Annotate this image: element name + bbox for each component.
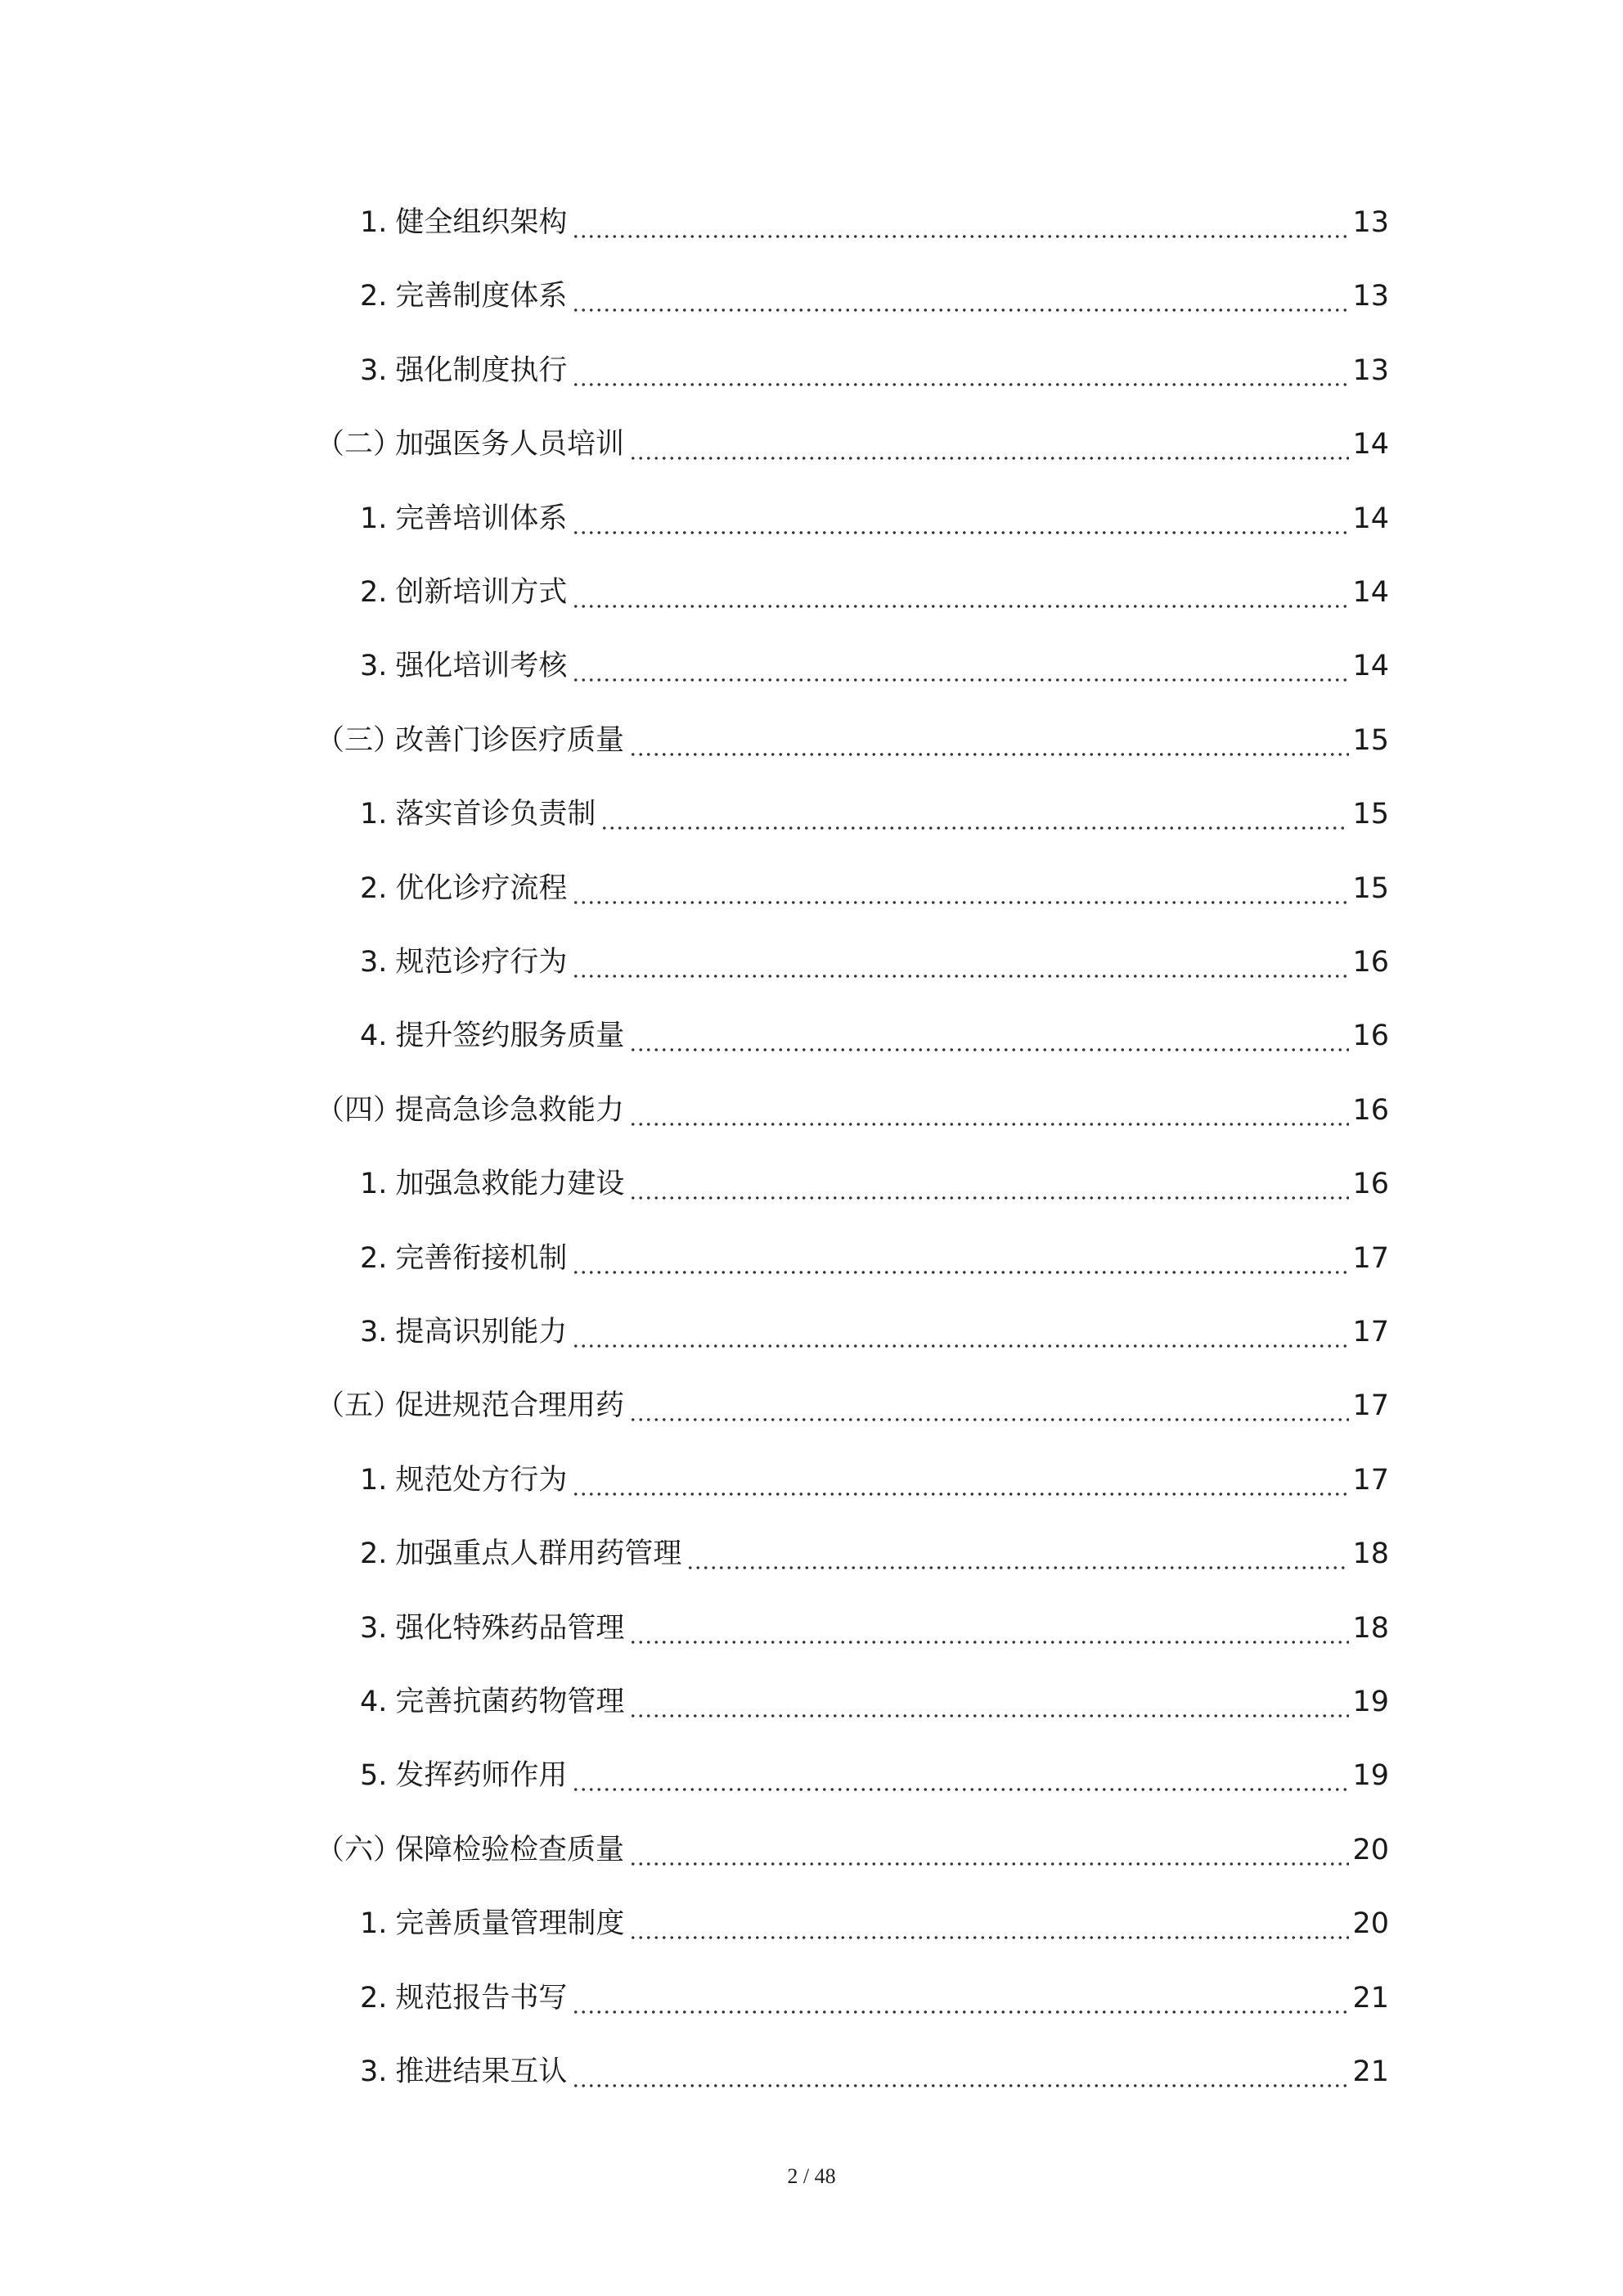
toc-entry-label	[360, 2047, 572, 2096]
toc-page-number: 17	[1352, 1463, 1389, 1497]
toc-entry-number: 2.	[360, 1537, 388, 1571]
toc-entry-title: 加强急救能力建设	[395, 1168, 625, 1201]
toc-dot-leader	[572, 876, 1349, 905]
toc-entry-label	[360, 568, 572, 617]
toc-subsection-entry[interactable]	[360, 1677, 1389, 1727]
toc-subsection-entry[interactable]	[360, 2047, 1389, 2096]
toc-entry-number: （六）	[316, 1833, 402, 1866]
toc-entry-number: 1.	[360, 206, 388, 239]
toc-subsection-entry[interactable]	[360, 1011, 1389, 1060]
toc-entry-label	[360, 1456, 572, 1505]
toc-dot-leader	[629, 1689, 1349, 1718]
toc-dot-leader	[572, 1245, 1349, 1275]
toc-page-number: 19	[1352, 1686, 1389, 1718]
toc-section-entry[interactable]	[316, 1086, 1389, 1135]
toc-entry-title: 促进规范合理用药	[395, 1389, 625, 1423]
page-number-footer: 2 / 48	[787, 2164, 836, 2188]
toc-entry-label	[360, 272, 572, 321]
toc-subsection-entry[interactable]	[360, 198, 1389, 247]
toc-subsection-entry[interactable]	[360, 346, 1389, 395]
toc-subsection-entry[interactable]	[360, 494, 1389, 543]
toc-dot-leader	[629, 1911, 1349, 1940]
toc-entry-number: （四）	[316, 1093, 402, 1127]
toc-dot-leader	[572, 949, 1349, 979]
toc-entry-label	[360, 1974, 572, 2023]
toc-page-number: 16	[1352, 1020, 1389, 1053]
toc-entry-number: 3.	[360, 1316, 388, 1348]
toc-subsection-entry[interactable]	[360, 1308, 1389, 1357]
toc-entry-title: 优化诊疗流程	[395, 871, 568, 905]
toc-entry-title: 提高急诊急救能力	[395, 1093, 625, 1127]
toc-page-number: 16	[1352, 1168, 1389, 1201]
toc-dot-leader	[629, 1171, 1349, 1200]
toc-subsection-entry[interactable]	[360, 864, 1389, 913]
toc-section-entry[interactable]	[316, 1381, 1389, 1430]
toc-page-number: 18	[1352, 1611, 1389, 1645]
toc-subsection-entry[interactable]	[360, 1456, 1389, 1505]
toc-subsection-entry[interactable]	[360, 568, 1389, 617]
toc-entry-number: 1.	[360, 1463, 388, 1497]
toc-entry-number: 4.	[360, 1020, 388, 1053]
toc-entry-title: 推进结果互认	[395, 2055, 568, 2088]
toc-dot-leader	[629, 1837, 1349, 1866]
toc-entry-title: 加强重点人群用药管理	[395, 1537, 682, 1571]
toc-subsection-entry[interactable]	[360, 938, 1389, 987]
toc-dot-leader	[600, 801, 1349, 831]
toc-page-number: 14	[1352, 576, 1389, 609]
toc-entry-number: 3.	[360, 946, 388, 979]
toc-page-number: 19	[1352, 1759, 1389, 1793]
toc-entry-number: （二）	[316, 428, 402, 461]
toc-entry-number: 3.	[360, 650, 388, 683]
toc-entry-number: 2.	[360, 871, 388, 905]
toc-page-number: 13	[1352, 280, 1389, 313]
toc-section-entry[interactable]	[316, 1826, 1389, 1875]
toc-entry-number: 2.	[360, 280, 388, 313]
toc-entry-title: 强化特殊药品管理	[395, 1611, 625, 1645]
toc-entry-title: 提高识别能力	[395, 1316, 568, 1348]
toc-dot-leader	[572, 506, 1349, 535]
toc-entry-title: 加强医务人员培训	[395, 428, 625, 461]
toc-dot-leader	[572, 358, 1349, 387]
toc-dot-leader	[572, 1985, 1349, 2015]
toc-entry-title: 强化制度执行	[395, 353, 568, 387]
toc-entry-title: 提升签约服务质量	[395, 1020, 625, 1053]
toc-page-number: 16	[1352, 1093, 1389, 1127]
toc-entry-title: 完善制度体系	[395, 280, 568, 313]
toc-entry-number: （三）	[316, 723, 402, 757]
toc-entry-label	[360, 1899, 629, 1948]
toc-page-number: 21	[1352, 1981, 1389, 2015]
toc-entry-label	[360, 198, 572, 247]
toc-entry-label	[360, 1234, 572, 1283]
toc-page-number: 15	[1352, 723, 1389, 757]
toc-entry-title: 规范处方行为	[395, 1463, 568, 1497]
toc-entry-label	[360, 938, 572, 987]
toc-entry-title: 完善培训体系	[395, 502, 568, 535]
toc-entry-title: 发挥药师作用	[395, 1759, 568, 1793]
toc-dot-leader	[572, 1763, 1349, 1792]
toc-dot-leader	[572, 2059, 1349, 2088]
toc-page-number: 17	[1352, 1389, 1389, 1423]
toc-page-number: 18	[1352, 1537, 1389, 1571]
toc-dot-leader	[629, 727, 1349, 757]
toc-entry-label	[316, 716, 629, 765]
toc-entry-title: 改善门诊医疗质量	[395, 723, 625, 757]
toc-entry-label	[316, 1826, 629, 1875]
toc-entry-number: 1.	[360, 1168, 388, 1201]
toc-page-number: 17	[1352, 1241, 1389, 1275]
toc-entry-number: 4.	[360, 1686, 388, 1718]
toc-entry-number: 2.	[360, 1981, 388, 2015]
toc-entry-title: 规范诊疗行为	[395, 946, 568, 979]
toc-subsection-entry[interactable]	[360, 790, 1389, 839]
toc-page-number: 15	[1352, 798, 1389, 831]
toc-section-entry[interactable]	[316, 716, 1389, 765]
toc-entry-title: 完善质量管理制度	[395, 1907, 625, 1941]
toc-entry-label	[360, 1159, 629, 1209]
toc-entry-number: 1.	[360, 798, 388, 831]
toc-entry-label	[360, 1308, 572, 1357]
toc-dot-leader	[572, 283, 1349, 313]
toc-page-number: 15	[1352, 871, 1389, 905]
toc-entry-title: 完善抗菌药物管理	[395, 1686, 625, 1718]
toc-entry-label	[360, 864, 572, 913]
toc-entry-label	[360, 1677, 629, 1727]
toc-subsection-entry[interactable]	[360, 1751, 1389, 1800]
toc-entry-number: 3.	[360, 1611, 388, 1645]
toc-dot-leader	[629, 1097, 1349, 1127]
toc-entry-number: 2.	[360, 1241, 388, 1275]
toc-entry-label	[360, 1011, 629, 1060]
toc-page-number: 14	[1352, 502, 1389, 535]
toc-entry-number: 1.	[360, 1907, 388, 1941]
toc-dot-leader	[629, 431, 1349, 461]
toc-entry-number: 3.	[360, 353, 388, 387]
toc-entry-label	[316, 420, 629, 469]
toc-entry-label	[360, 1529, 686, 1578]
toc-entry-label	[360, 346, 572, 395]
toc-entry-number: 3.	[360, 2055, 388, 2088]
toc-dot-leader	[629, 1615, 1349, 1645]
toc-subsection-entry[interactable]	[360, 272, 1389, 321]
toc-subsection-entry[interactable]	[360, 1529, 1389, 1578]
toc-dot-leader	[572, 1467, 1349, 1497]
toc-page-number: 20	[1352, 1833, 1389, 1866]
toc-page-number: 21	[1352, 2055, 1389, 2088]
toc-entry-title: 强化培训考核	[395, 650, 568, 683]
toc-entry-title: 完善衔接机制	[395, 1241, 568, 1275]
toc-dot-leader	[686, 1541, 1349, 1570]
toc-entry-label	[316, 1381, 629, 1430]
toc-page-number: 20	[1352, 1907, 1389, 1941]
toc-page-number: 14	[1352, 650, 1389, 683]
toc-subsection-entry[interactable]	[360, 1604, 1389, 1653]
toc-subsection-entry[interactable]	[360, 1159, 1389, 1209]
toc-entry-label	[360, 790, 600, 839]
toc-entry-label	[360, 1751, 572, 1800]
toc-dot-leader	[572, 653, 1349, 682]
toc-entry-title: 保障检验检查质量	[395, 1833, 625, 1866]
toc-subsection-entry[interactable]	[360, 642, 1389, 691]
toc-entry-title: 创新培训方式	[395, 576, 568, 609]
toc-entry-label	[360, 642, 572, 691]
toc-entry-title: 落实首诊负责制	[395, 798, 596, 831]
toc-dot-leader	[572, 1319, 1349, 1348]
toc-subsection-entry[interactable]	[360, 1234, 1389, 1283]
toc-entry-number: （五）	[316, 1389, 402, 1423]
toc-dot-leader	[572, 209, 1349, 239]
toc-dot-leader	[629, 1023, 1349, 1052]
toc-entry-title: 规范报告书写	[395, 1981, 568, 2015]
toc-entry-label	[360, 1604, 629, 1653]
toc-entry-label	[316, 1086, 629, 1135]
toc-entry-number: 2.	[360, 576, 388, 609]
toc-dot-leader	[629, 1393, 1349, 1422]
toc-entry-number: 5.	[360, 1759, 388, 1793]
toc-entry-label	[360, 494, 572, 543]
toc-page-number: 13	[1352, 353, 1389, 387]
toc-entry-number: 1.	[360, 502, 388, 535]
toc-page-number: 14	[1352, 428, 1389, 461]
toc-subsection-entry[interactable]	[360, 1974, 1389, 2023]
toc-section-entry[interactable]	[316, 420, 1389, 469]
toc-page-number: 16	[1352, 946, 1389, 979]
toc-page-number: 13	[1352, 206, 1389, 239]
toc-subsection-entry[interactable]	[360, 1899, 1389, 1948]
toc-entry-title: 健全组织架构	[395, 206, 568, 239]
toc-dot-leader	[572, 579, 1349, 609]
toc-page-number: 17	[1352, 1316, 1389, 1348]
